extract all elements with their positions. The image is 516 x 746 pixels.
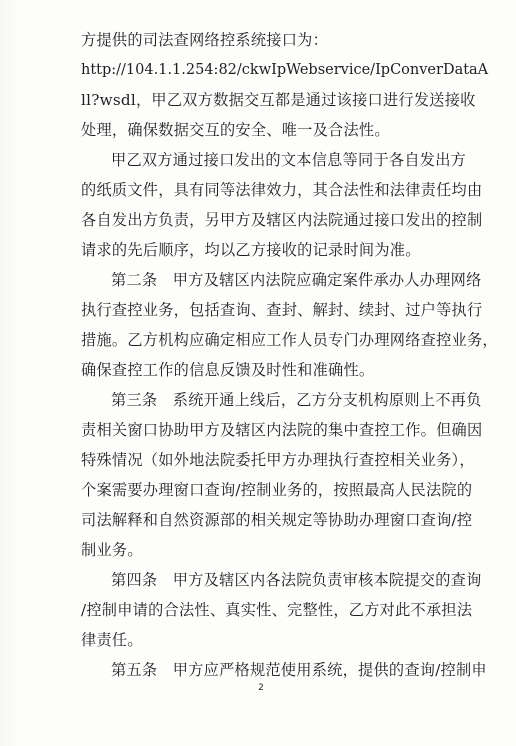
article-four-start: 第四条 甲方及辖区内各法院负责审核本院提交的查询 [111,571,482,589]
article-three-start: 第三条 系统开通上线后，乙方分支机构原则上不再负 [111,391,482,409]
article-two-start: 第二条 甲方及辖区内法院应确定案件承办人办理网络 [111,271,482,289]
paragraph-interface-info-start: 甲乙双方通过接口发出的文本信息等同于各自发出方 [111,151,467,169]
article-five-start: 第五条 甲方应严格规范使用系统，提供的查询/控制申 [111,661,487,679]
text-line-15: 特殊情况（如外地法院委托甲方办理执行查控相关业务）， [81,451,475,469]
text-line-url: http://104.1.1.254:82/ckwIpWebservice/IpConverDataA [81,62,489,78]
text-line-14: 责相关窗口协助甲方及辖区内法院的集中查控工作。但确因 [81,421,483,439]
text-line-7: 各自发出方负责，另甲方及辖区内法院通过接口发出的控制 [81,211,483,229]
text-line-10: 执行查控业务，包括查询、查封、解封、续封、过户等执行 [81,301,483,319]
page-number: 2 [258,683,264,693]
text-line-1: 方提供的司法查网络控系统接口为： [81,31,328,49]
text-line-12: 确保查控工作的信息反馈及时性和准确性。 [81,361,375,379]
text-line-6: 的纸质文件，具有同等法律效力，其合法性和法律责任均由 [81,181,483,199]
text-line-18: 制业务。 [81,541,143,559]
text-line-21: 律责任。 [81,631,143,649]
page-fold-shadow [0,0,22,746]
text-line-17: 司法解释和自然资源部的相关规定等协助办理窗口查询/控 [81,511,473,529]
text-line-11: 措施。乙方机构应确定相应工作人员专门办理网络查控业务， [81,331,498,349]
text-line-16: 个案需要办理窗口查询/控制业务的，按照最高人民法院的 [81,481,473,499]
text-line-20: /控制申请的合法性、真实性、完整性，乙方对此不承担法 [81,601,473,619]
text-line-3: ll?wsdl，甲乙双方数据交互都是通过该接口进行发送接收 [81,91,476,109]
text-line-8: 请求的先后顺序，均以乙方接收的记录时间为准。 [81,241,421,259]
text-line-4: 处理，确保数据交互的安全、唯一及合法性。 [81,121,390,139]
